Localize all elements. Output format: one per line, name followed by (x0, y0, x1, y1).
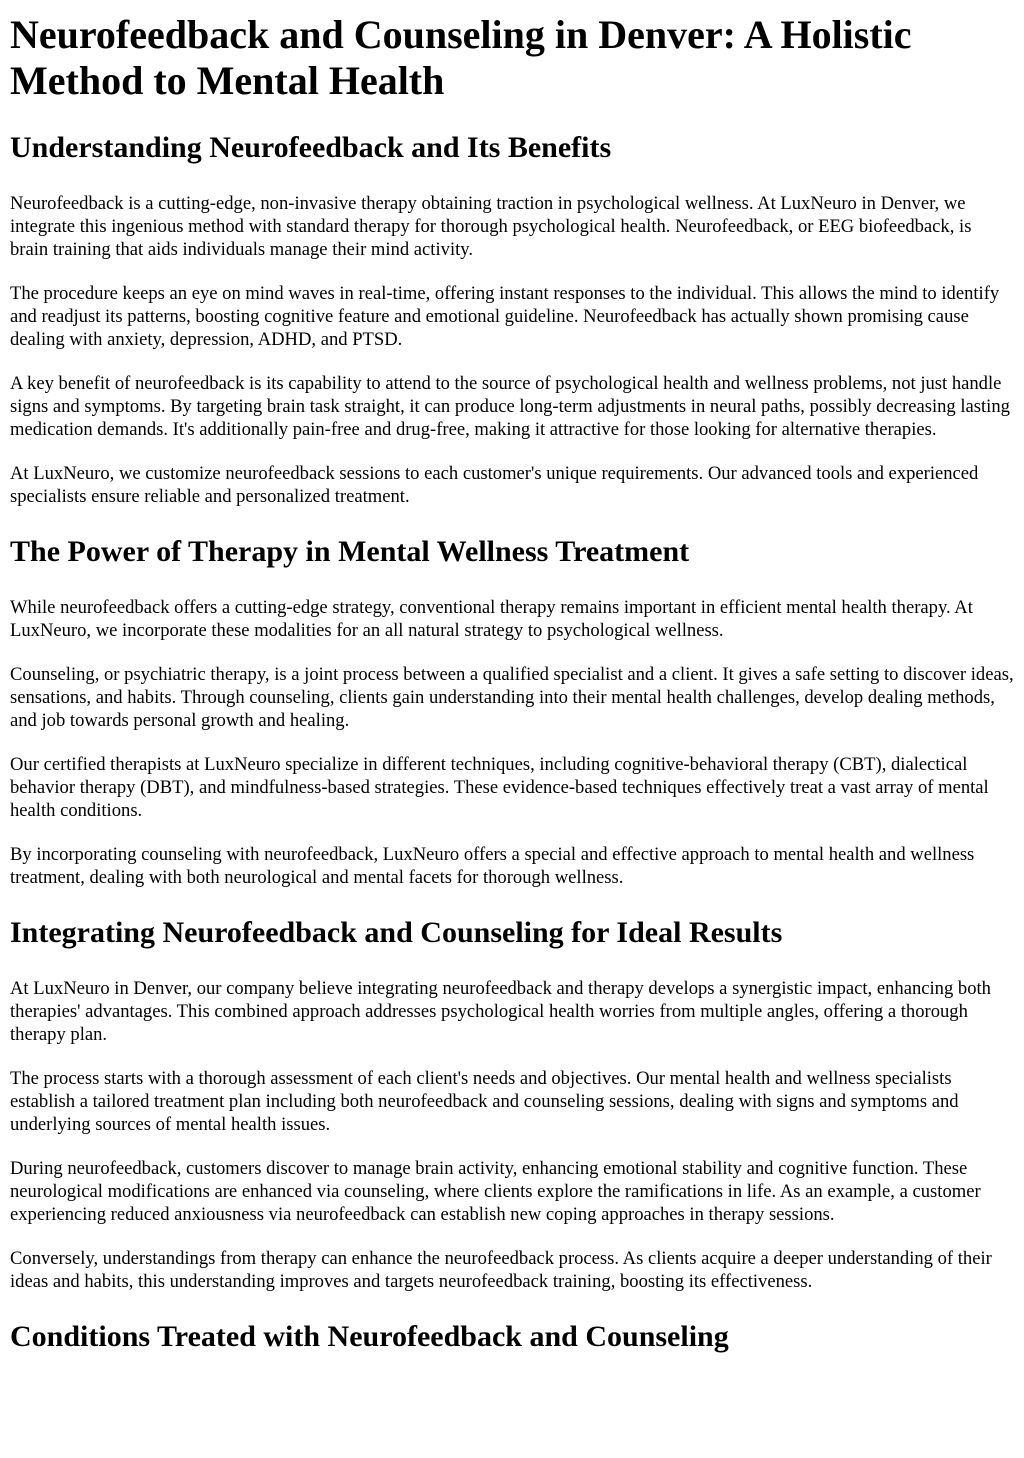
section-power-of-therapy (10, 535, 1014, 889)
section-heading: Conditions Treated with Neurofeedback and Counseling (10, 1320, 729, 1353)
paragraph: Neurofeedback is a cutting-edge, non-invasive therapy obtaining traction in psychological wellness. At LuxNeuro in Denver, we integrate this ingenious method with standard therapy for thorough psychological health. Neurofeedback, or EEG biofeedback, is brain training that aids individuals manage their mind activity. (10, 193, 972, 260)
paragraph: Counseling, or psychiatric therapy, is a joint process between a qualified specialist and a client. It gives a safe setting to discover ideas, sensations, and habits. Through counseling, clients gain understanding into their mental health challenges, develop dealing methods, and job towards personal growth and healing. (10, 664, 1014, 731)
paragraph: The procedure keeps an eye on mind waves in real-time, offering instant responses to the individual. This allows the mind to identify and readjust its patterns, boosting cognitive feature and emotional guideline. Neurofeedback has actually shown promising cause dealing with anxiety, depression, ADHD, and PTSD. (10, 283, 1000, 350)
section-neurofeedback-benefits (10, 131, 1014, 508)
paragraph: Conversely, understandings from therapy can enhance the neurofeedback process. As clients acquire a deeper understanding of their ideas and habits, this understanding improves and targets neurofeedback training, boosting its effectiveness. (10, 1248, 992, 1292)
section-integrating (10, 916, 1014, 1293)
section-heading: Understanding Neurofeedback and Its Benefits (10, 131, 612, 164)
section-conditions-treated (10, 1320, 1014, 1354)
paragraph: Our certified therapists at LuxNeuro specialize in different techniques, including cognitive-behavioral therapy (CBT), dialectical behavior therapy (DBT), and mindfulness-based strategies. These evidence-based techniques effectively treat a vast array of mental health conditions. (10, 754, 989, 821)
article (0, 12, 1024, 1354)
paragraph: The process starts with a thorough assessment of each client's needs and objectives. Our mental health and wellness specialists establish a tailored treatment plan including both neurofeedback and counseling sessions, dealing with signs and symptoms and underlying sources of mental health issues. (10, 1068, 959, 1135)
page-title: Neurofeedback and Counseling in Denver: A Holistic Method to Mental Health (10, 12, 912, 103)
paragraph: A key benefit of neurofeedback is its capability to attend to the source of psychological health and wellness problems, not just handle signs and symptoms. By targeting brain task straight, it can produce long-term adjustments in neural paths, possibly decreasing lasting medication demands. It's additionally pain-free and drug-free, making it attractive for those looking for alternative therapies. (10, 373, 1010, 440)
section-heading: The Power of Therapy in Mental Wellness Treatment (10, 535, 690, 568)
paragraph: At LuxNeuro, we customize neurofeedback sessions to each customer's unique requirements. Our advanced tools and experienced specialists ensure reliable and personalized treatment. (10, 463, 979, 507)
paragraph: During neurofeedback, customers discover to manage brain activity, enhancing emotional stability and cognitive function. These neurological modifications are enhanced via counseling, where clients explore the ramifications in life. As an example, a customer experiencing reduced anxiousness via neurofeedback can establish new coping approaches in therapy sessions. (10, 1158, 981, 1225)
paragraph: While neurofeedback offers a cutting-edge strategy, conventional therapy remains important in efficient mental health therapy. At LuxNeuro, we incorporate these modalities for an all natural strategy to psychological wellness. (10, 597, 973, 641)
section-heading: Integrating Neurofeedback and Counseling for Ideal Results (10, 916, 783, 949)
paragraph: By incorporating counseling with neurofeedback, LuxNeuro offers a special and effective approach to mental health and wellness treatment, dealing with both neurological and mental facets for thorough wellness. (10, 844, 975, 888)
paragraph: At LuxNeuro in Denver, our company believe integrating neurofeedback and therapy develops a synergistic impact, enhancing both therapies' advantages. This combined approach addresses psychological health worries from multiple angles, offering a thorough therapy plan. (10, 978, 991, 1045)
